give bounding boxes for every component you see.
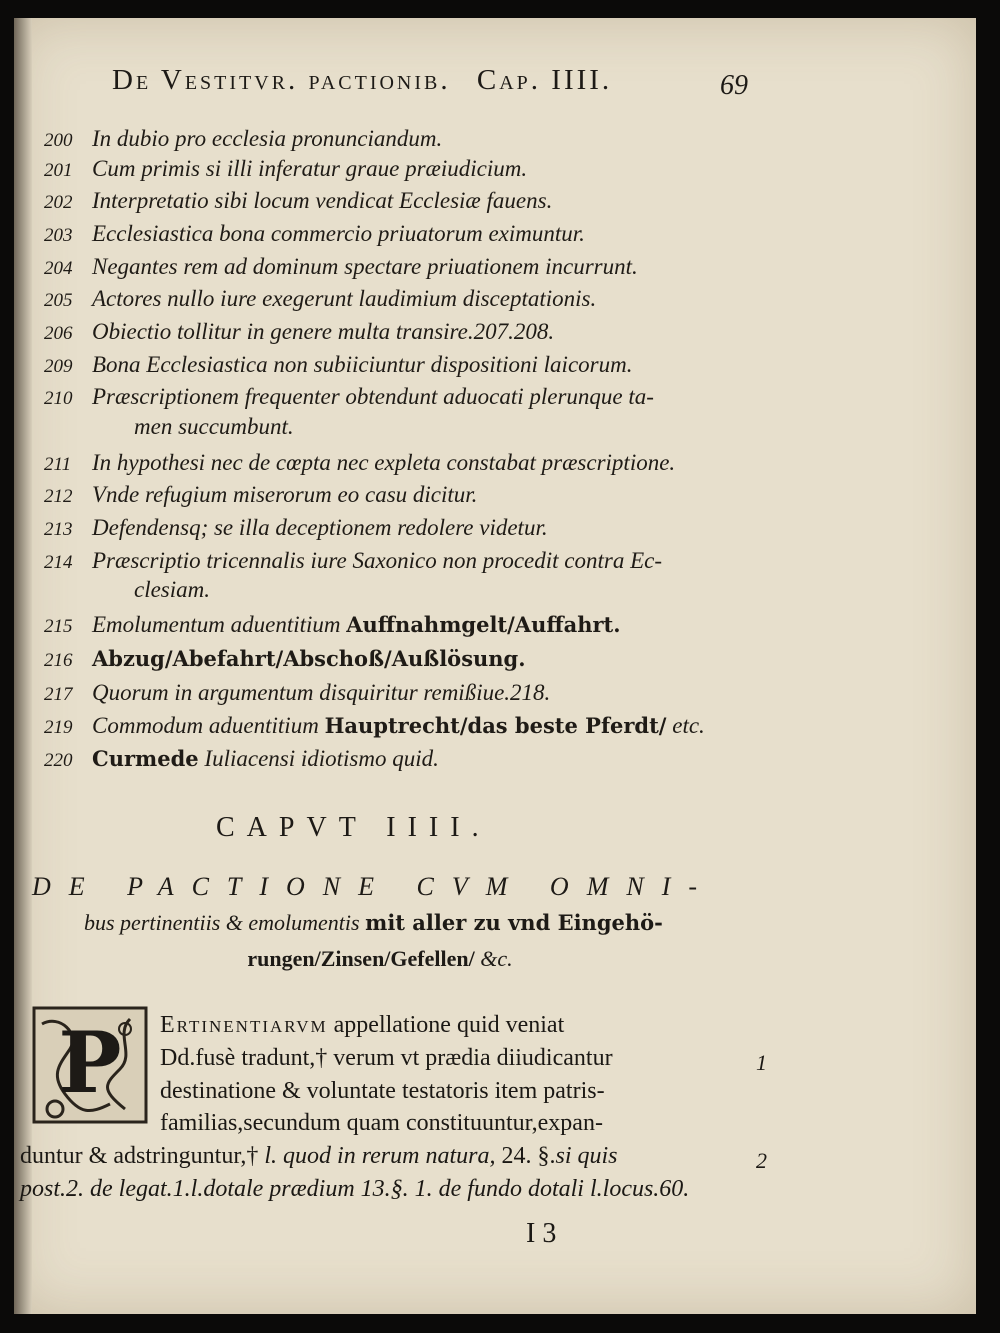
body-line-smallcaps: Ertinentiarvm — [160, 1012, 328, 1038]
summary-item — [44, 352, 744, 378]
summary-german: Auffnahmgelt/Auffahrt. — [346, 612, 621, 637]
section-heading-line3 — [0, 946, 760, 972]
summary-number: 205 — [44, 290, 73, 311]
svg-text:P: P — [58, 1013, 122, 1112]
body-line-citation: si quis — [555, 1143, 618, 1169]
summary-text: Bona Ecclesiastica non subiiciuntur dispositioni laicorum. — [92, 352, 633, 377]
summary-item — [44, 156, 744, 182]
summary-item — [44, 713, 744, 739]
body-line — [160, 1110, 603, 1137]
summary-number: 214 — [44, 552, 73, 573]
running-head-chapter: Cap. IIII. — [476, 64, 613, 96]
summary-item — [44, 482, 744, 508]
summary-item — [44, 221, 744, 247]
body-line — [160, 1078, 605, 1105]
summary-number: 209 — [44, 356, 73, 377]
summary-tail: etc. — [672, 713, 705, 738]
summary-number: 212 — [44, 486, 73, 507]
margin-note: 1 — [756, 1050, 767, 1075]
summary-item — [44, 680, 744, 706]
section-heading-line1: DE PACTIONE CVM OMNI- — [32, 872, 716, 901]
summary-item — [44, 188, 744, 214]
summary-text: Defendensq; se illa deceptionem redolere videtur. — [92, 515, 548, 540]
section-heading-etc: &c. — [480, 946, 513, 971]
body-line-citation: post.2. de legat.1.l.dotale prӕdium 13.§. 1. de fundo dotali l.locus.60. — [20, 1176, 690, 1202]
summary-text: Actores nullo iure exegerunt laudimium disceptationis. — [92, 286, 597, 311]
body-line-text: Dd.fusè tradunt,† verum vt prӕdia diiudicantur — [160, 1045, 613, 1071]
summary-number: 210 — [44, 388, 73, 409]
summary-item — [44, 612, 744, 638]
running-head-title: De Vestitvr. pactionib. — [112, 64, 451, 96]
chapter-heading: CAPVT IIII. — [216, 812, 491, 843]
summary-number: 200 — [44, 130, 73, 151]
summary-german: Curmede — [92, 746, 199, 771]
summary-text-cont: clesiam. — [134, 577, 211, 602]
margin-note: 2 — [756, 1148, 767, 1173]
ornamental-initial-icon — [30, 1004, 150, 1126]
summary-german: Abzug/Abefahrt/Abschoß/Außlösung. — [92, 646, 526, 671]
body-line-text: duntur & adstringuntur,† — [20, 1143, 259, 1169]
summary-text: Obiectio tollitur in genere multa transire.207.208. — [92, 319, 555, 344]
folio-number: 69 — [720, 70, 748, 101]
body-line — [20, 1143, 618, 1170]
summary-number: 203 — [44, 225, 73, 246]
summary-text: Prӕscriptio tricennalis iure Saxonico non procedit contra Ec- — [92, 548, 663, 573]
summary-number: 211 — [44, 454, 72, 475]
summary-number: 204 — [44, 258, 73, 279]
summary-text: Emolumentum aduentitium — [92, 612, 341, 637]
body-line-text: familias,secundum quam constituuntur,expan- — [160, 1110, 603, 1136]
body-line-citation: l. quod in rerum natura, — [258, 1143, 496, 1169]
summary-text: Iuliacensi idiotismo quid. — [204, 746, 439, 771]
summary-item — [44, 384, 744, 410]
summary-item — [44, 254, 744, 280]
body-line — [160, 1012, 564, 1039]
summary-text: In dubio pro ecclesia pronunciandum. — [92, 126, 443, 151]
summary-item — [44, 450, 744, 476]
summary-number: 215 — [44, 616, 73, 637]
summary-item — [44, 319, 744, 345]
body-line-text: 24. §. — [495, 1143, 556, 1169]
summary-item — [44, 126, 744, 152]
summary-item — [44, 515, 744, 541]
summary-number: 202 — [44, 192, 73, 213]
summary-text: Prӕscriptionem frequenter obtendunt aduocati plerunque ta- — [92, 384, 654, 409]
body-line-text: destinatione & voluntate testatoris item patris- — [160, 1078, 605, 1104]
summary-number: 216 — [44, 650, 73, 671]
summary-item — [44, 646, 744, 672]
summary-item — [44, 286, 744, 312]
summary-german: Hauptrecht/das beste Pferdt/ — [324, 713, 667, 738]
section-heading-latin: bus pertinentiis & emolumentis — [84, 910, 360, 935]
summary-number: 201 — [44, 160, 73, 181]
signature-mark: I 3 — [526, 1218, 557, 1249]
summary-text: Vnde refugium miserorum eo casu dicitur. — [92, 482, 478, 507]
summary-text: Negantes rem ad dominum spectare priuationem incurrunt. — [92, 254, 638, 279]
summary-text: Ecclesiastica bona commercio priuatorum eximuntur. — [92, 221, 585, 246]
summary-text: In hypothesi nec de cœpta nec expleta constabat prӕscriptione. — [92, 450, 676, 475]
summary-number: 220 — [44, 750, 73, 771]
summary-text-cont: men succumbunt. — [134, 414, 294, 439]
decorated-initial-letter — [30, 1004, 150, 1126]
body-line — [160, 1045, 613, 1072]
summary-text: Quorum in argumentum disquiritur remißiue.218. — [92, 680, 551, 705]
summary-text: Interpretatio sibi locum vendicat Ecclesiӕ fauens. — [92, 188, 553, 213]
summary-item — [44, 548, 744, 574]
section-heading-line2 — [84, 910, 714, 936]
summary-number: 217 — [44, 684, 73, 705]
running-head — [112, 64, 752, 97]
body-line-text: appellatione quid veniat — [327, 1012, 565, 1038]
summary-text: Commodum aduentitium — [92, 713, 319, 738]
body-line — [20, 1176, 689, 1203]
summary-item — [44, 746, 744, 772]
section-heading-german: mit aller zu vnd Eingehö- — [365, 910, 663, 935]
summary-text: Cum primis si illi inferatur graue prӕiudicium. — [92, 156, 528, 181]
summary-number: 206 — [44, 323, 73, 344]
summary-number: 219 — [44, 717, 73, 738]
summary-number: 213 — [44, 519, 73, 540]
section-heading-german-cont: rungen/Zinsen/Gefellen/ — [247, 946, 475, 971]
